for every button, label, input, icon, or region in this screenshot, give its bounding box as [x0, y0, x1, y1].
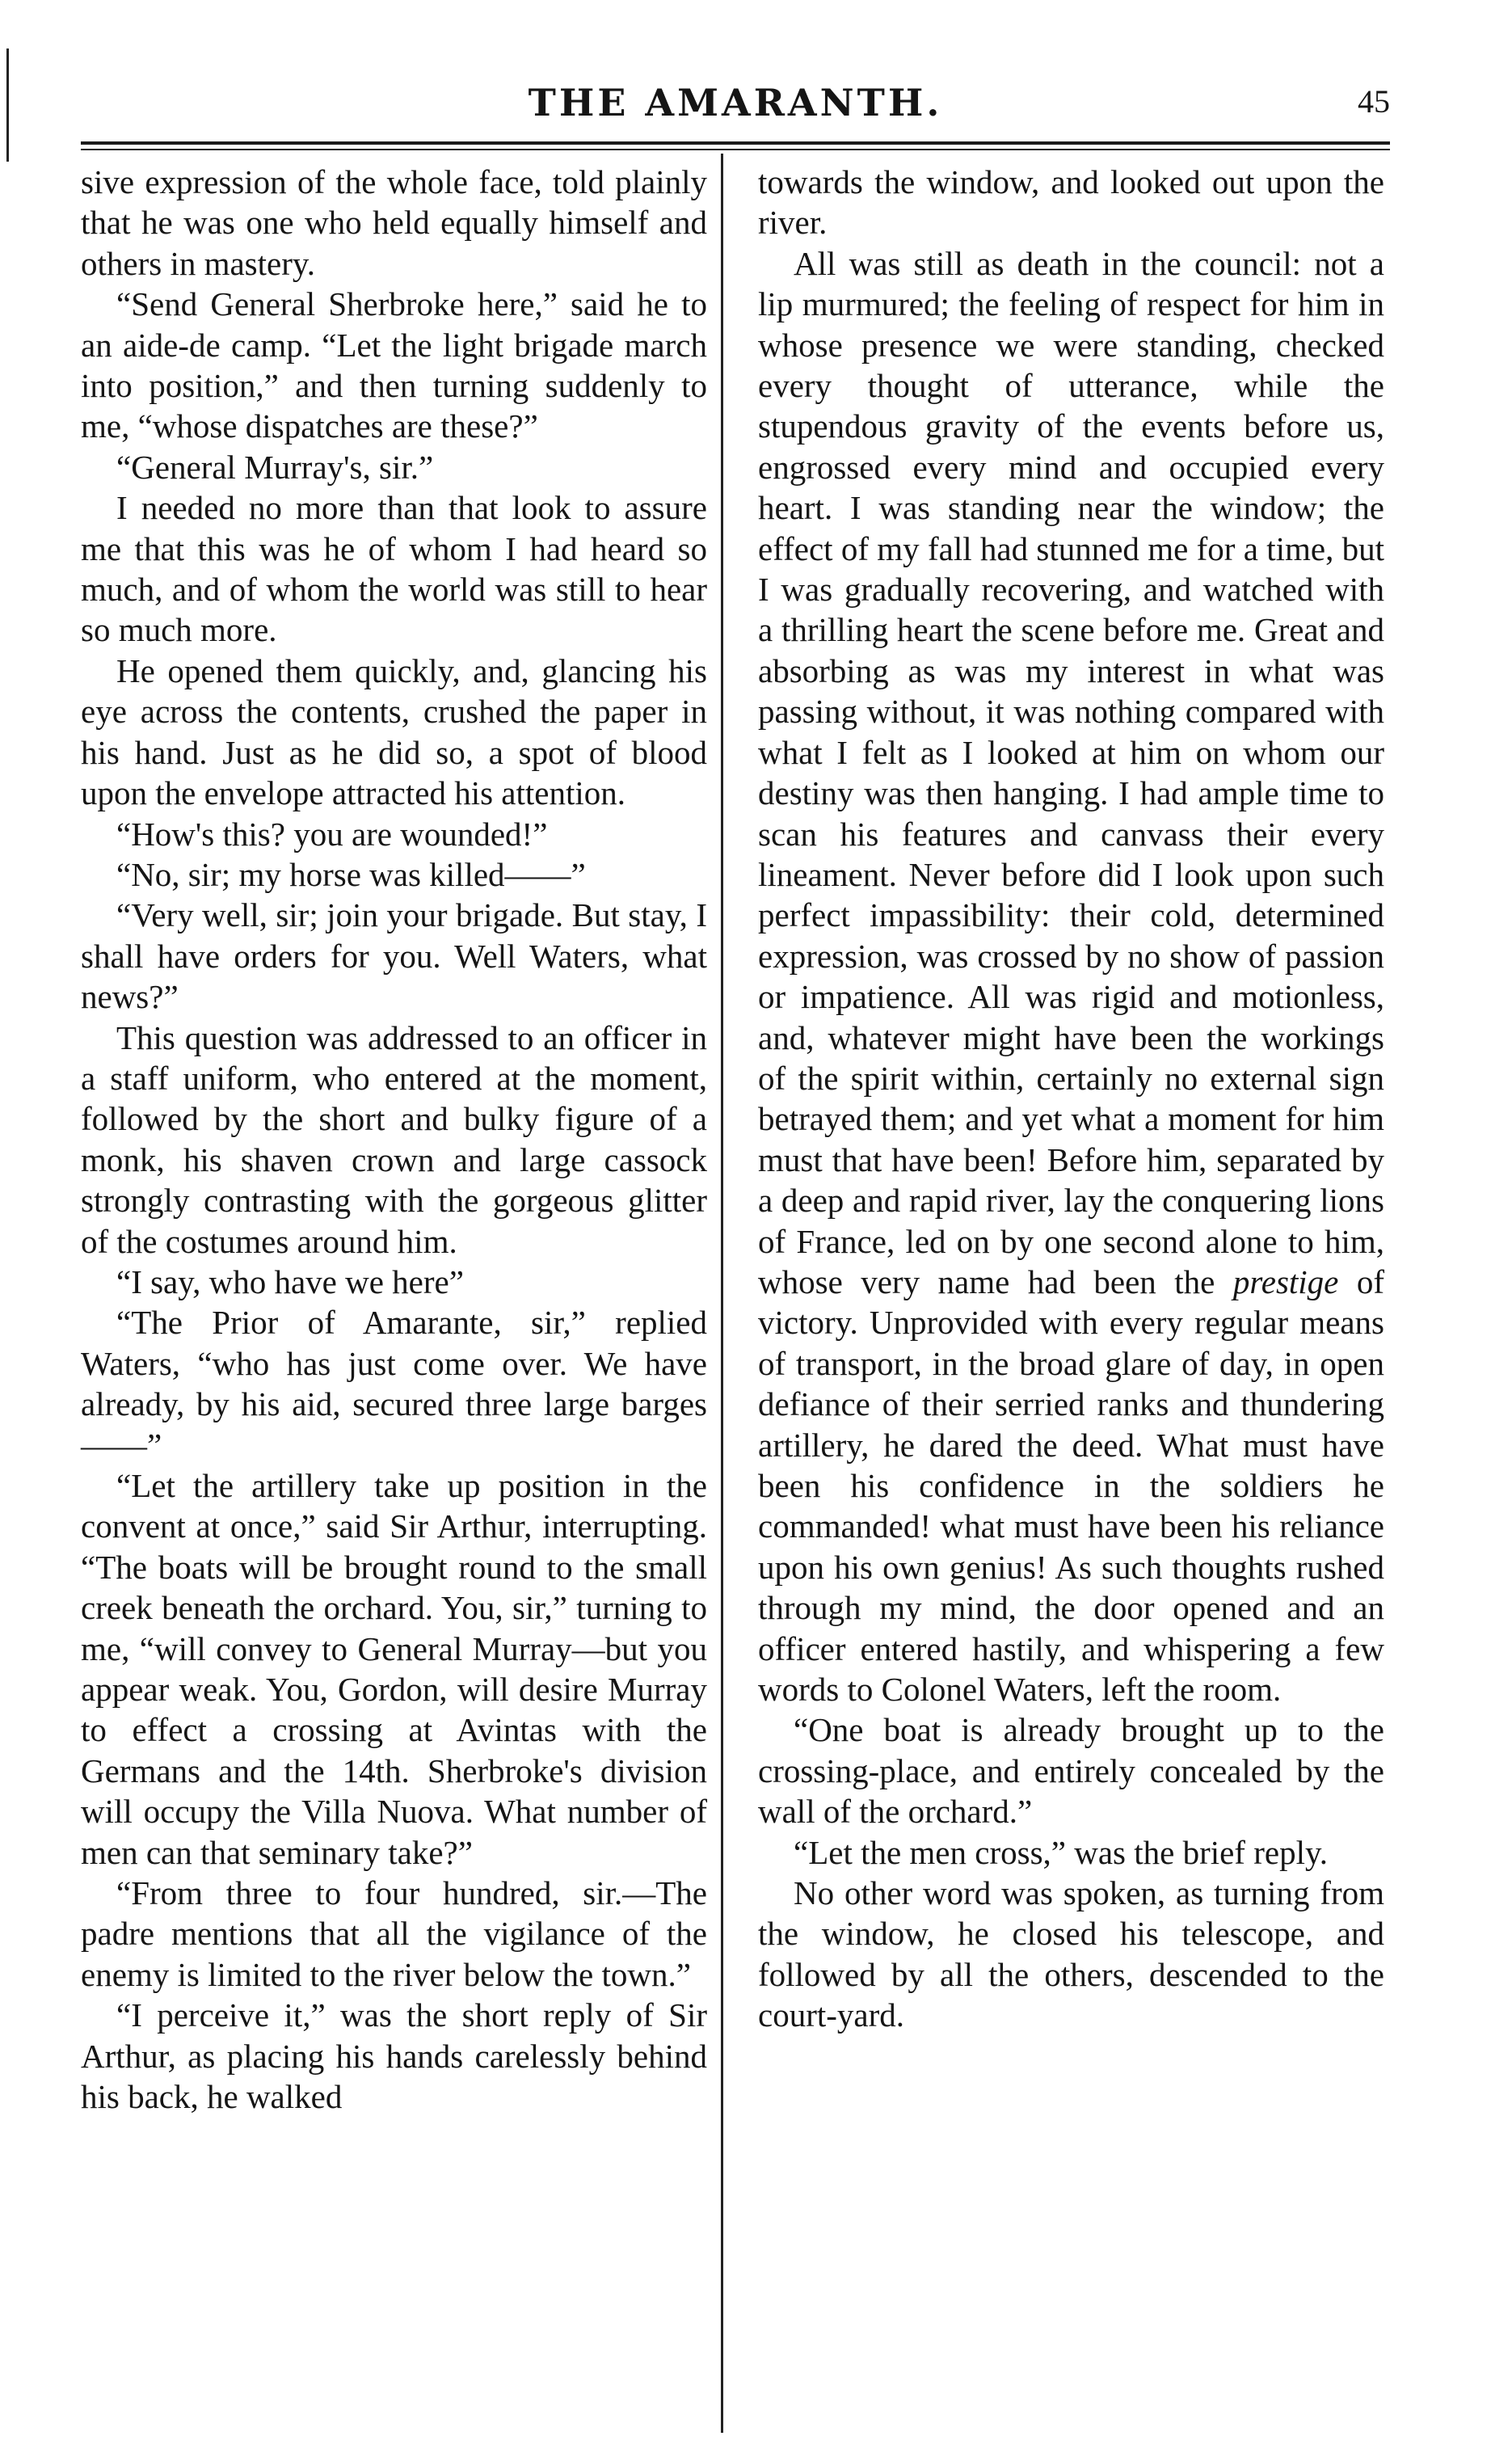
paragraph	[81, 1995, 707, 2117]
italic-word: prestige	[1232, 1262, 1339, 1300]
paragraph-text: “No, sir; my horse was killed——”	[116, 855, 586, 893]
paragraph	[81, 447, 707, 487]
paragraph	[81, 651, 707, 814]
paragraph	[81, 895, 707, 1017]
running-head	[81, 81, 1390, 129]
paragraph-text: I needed no more than that look to assure me that this was he of whom I had heard so much, and of whom the world was still to hear so much more.	[81, 489, 707, 649]
paragraph	[758, 243, 1384, 1710]
paragraph	[81, 814, 707, 854]
paragraph-text: This question was addressed to an officer in a staff uniform, who entered at the moment, followed by the short and bulky figure of a monk, his shaven crown and large cassock strongly contrasting with the gorgeous glitter of the costumes around him.	[81, 1018, 707, 1260]
paragraph	[758, 1832, 1384, 1873]
paragraph-text: “Send General Sherbroke here,” said he to an aide-de camp. “Let the light brigade march into position,” and then turning suddenly to me, “whose dispatches are these?”	[81, 285, 707, 445]
paragraph-text: “Let the artillery take up position in the convent at once,” said Sir Arthur, interrupting. “The boats will be brought round to the small creek beneath the orchard. You, sir,” turning to me, “will convey to General Murray—but you appear weak. You, Gordon, will desire Murray to effect a crossing at Avintas with the Germans and the 14th. Sherbroke's division will occupy the Villa Nuova. What number of men can that seminary take?”	[81, 1467, 707, 1871]
paragraph-text: towards the window, and looked out upon the river.	[758, 163, 1384, 242]
paragraph	[81, 1302, 707, 1465]
paragraph	[81, 1465, 707, 1873]
paragraph-text: “The Prior of Amarante, sir,” replied Waters, “who has just come over. We have already, by his aid, secured three large barges——”	[81, 1304, 707, 1464]
paragraph	[81, 854, 707, 895]
paragraph	[81, 284, 707, 447]
header-rule-thin	[81, 149, 1390, 150]
paragraph	[81, 487, 707, 651]
paragraph-text: “Very well, sir; join your brigade. But stay, I shall have orders for you. Well Waters, what news?”	[81, 896, 707, 1016]
paragraph	[81, 162, 707, 284]
paragraph	[758, 1873, 1384, 2036]
paragraph-text: “I perceive it,” was the short reply of Sir Arthur, as placing his hands carelessly behind his back, he walked	[81, 1996, 707, 2116]
paragraph-text: “General Murray's, sir.”	[116, 448, 434, 486]
paragraph-text: “From three to four hundred, sir.—The padre mentions that all the vigilance of the enemy is limited to the river below the town.”	[81, 1874, 707, 1993]
paragraph-text: “How's this? you are wounded!”	[116, 815, 548, 853]
column-divider	[721, 154, 723, 2433]
page-title: THE AMARANTH.	[528, 81, 943, 124]
paragraph-text: “I say, who have we here”	[116, 1262, 464, 1300]
page-number: 45	[1358, 83, 1390, 120]
paragraph-text: No other word was spoken, as turning from the window, he closed his telescope, and followed by all the others, descended to the court-yard.	[758, 1874, 1384, 2034]
left-column	[81, 162, 707, 2118]
right-column	[758, 162, 1384, 2036]
paragraph-text: “Let the men cross,” was the brief reply.	[794, 1833, 1329, 1871]
paragraph-text: All was still as death in the council: not a lip murmured; the feeling of respect for him in whose presence we were standing, checked every thought of utterance, while the stupendous gravity of the events before us, engrossed every mind and occupied every heart. I was standing near the window; the effect of my fall had stunned me for a time, but I was gradually recovering, and watched with a thrilling heart the scene before me. Great and absorbing as was my interest in what was passing without, it was nothing compared with what I felt as I looked at him on whom our destiny was then hanging. I had ample time to scan his features and canvass their every lineament. Never before did I look upon such perfect impassibility: their cold, determined expression, was crossed by no show of passion or impatience. All was rigid and motionless, and, whatever might have been the workings of the spirit within, certainly no external sign betrayed them; and yet what a moment for him must that have been! Before him, separated by a deep and rapid river, lay the conquering lions of France, led on by one second alone to him, whose very name had been the	[758, 244, 1384, 1300]
paragraph	[81, 1873, 707, 1995]
header-rule-thick	[81, 141, 1390, 145]
paragraph-text: He opened them quickly, and, glancing his eye across the contents, crushed the paper in his hand. Just as he did so, a spot of blood upon the envelope attracted his attention.	[81, 651, 707, 812]
paragraph	[758, 162, 1384, 243]
paragraph-text: of victory. Unprovided with every regular means of transport, in the broad glare of day, in open defiance of their serried ranks and thundering artillery, he dared the deed. What must have been his confidence in the soldiers he commanded! what must have been his reliance upon his own genius! As such thoughts rushed through my mind, the door opened and an officer entered hastily, and whispering a few words to Colonel Waters, left the room.	[758, 1262, 1384, 1709]
paragraph-text: sive expression of the whole face, told plainly that he was one who held equally himself and others in mastery.	[81, 163, 707, 282]
paragraph-text: “One boat is already brought up to the crossing-place, and entirely concealed by the wall of the orchard.”	[758, 1711, 1384, 1831]
paragraph	[81, 1262, 707, 1302]
paragraph	[81, 1018, 707, 1262]
margin-rule	[6, 48, 9, 162]
paragraph	[758, 1709, 1384, 1831]
